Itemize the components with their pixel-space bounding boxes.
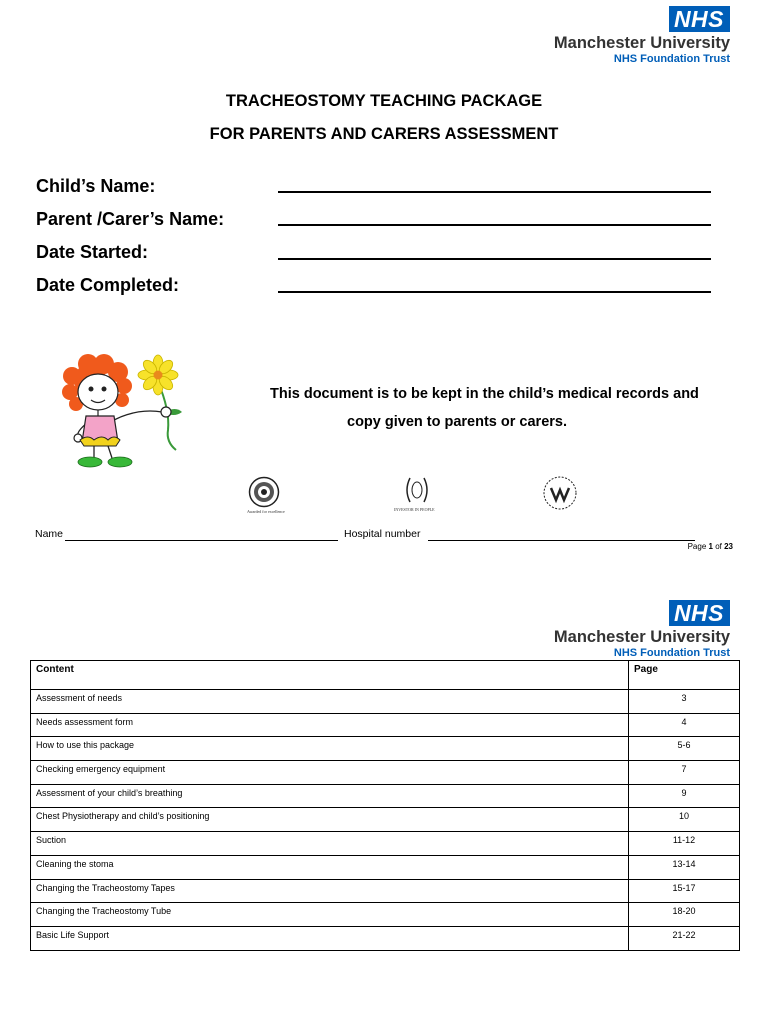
date-started-line[interactable] <box>278 258 711 260</box>
table-row[interactable] <box>31 784 740 808</box>
nhs-logo-box: NHS <box>669 6 730 32</box>
contents-table <box>30 660 740 951</box>
page-cell: 3 <box>629 690 740 714</box>
nhs-logo <box>540 6 730 66</box>
notice-line-2: copy given to parents or carers. <box>347 414 567 430</box>
contents-table-header-row <box>31 661 740 690</box>
page-cell: 7 <box>629 761 740 785</box>
date-completed-label: Date Completed: <box>36 275 180 295</box>
page-cell: 13-14 <box>629 855 740 879</box>
document-title-line-2: FOR PARENTS AND CARERS ASSESSMENT <box>209 125 559 143</box>
notice-line-1: This document is to be kept in the child’s medical records and <box>270 386 699 402</box>
table-row[interactable] <box>31 690 740 714</box>
page-cell: 11-12 <box>629 832 740 856</box>
table-row[interactable] <box>31 926 740 950</box>
contents-cell: Checking emergency equipment <box>31 761 629 785</box>
date-completed-line[interactable] <box>278 291 711 293</box>
contents-cell: Suction <box>31 832 629 856</box>
contents-cell: Changing the Tracheostomy Tapes <box>31 879 629 903</box>
page-cell: 4 <box>629 713 740 737</box>
contents-column-header: Content <box>31 661 629 690</box>
quality-badge-icon <box>541 474 579 512</box>
child-with-flower-illustration <box>58 350 198 475</box>
page-total: 23 <box>724 542 733 551</box>
table-row[interactable] <box>31 879 740 903</box>
table-row[interactable] <box>31 737 740 761</box>
parent-carer-name-label: Parent /Carer’s Name: <box>36 209 225 229</box>
table-row[interactable] <box>31 903 740 927</box>
award-seal-caption: Awarded for excellence <box>247 509 285 514</box>
table-row[interactable] <box>31 761 740 785</box>
contents-cell: Assessment of your child’s breathing <box>31 784 629 808</box>
page-cell: 21-22 <box>629 926 740 950</box>
contents-cell: How to use this package <box>31 737 629 761</box>
contents-cell: Assessment of needs <box>31 690 629 714</box>
nhs-logo-page-2 <box>540 600 730 660</box>
page-of: of <box>715 542 722 551</box>
award-seal-icon <box>248 476 280 508</box>
page-cell: 5-6 <box>629 737 740 761</box>
document-title-line-1: TRACHEOSTOMY TEACHING PACKAGE <box>225 92 543 110</box>
footer-name-label: Name <box>35 528 64 540</box>
date-started-label: Date Started: <box>36 242 149 262</box>
nhs-logo-org-page-2: Manchester University <box>553 628 730 646</box>
page-cell: 15-17 <box>629 879 740 903</box>
nhs-logo-trust-page-2: NHS Foundation Trust <box>613 647 730 659</box>
table-row[interactable] <box>31 713 740 737</box>
footer-hospital-number-label: Hospital number <box>344 528 421 540</box>
contents-cell: Cleaning the stoma <box>31 855 629 879</box>
page-prefix: Page <box>687 542 707 551</box>
contents-cell: Changing the Tracheostomy Tube <box>31 903 629 927</box>
nhs-logo-box-page-2: NHS <box>669 600 730 626</box>
page-cell: 9 <box>629 784 740 808</box>
child-name-label: Child’s Name: <box>36 176 156 196</box>
page-cell: 18-20 <box>629 903 740 927</box>
page-column-header: Page <box>629 661 740 690</box>
child-name-line[interactable] <box>278 191 711 193</box>
page-current: 1 <box>708 542 713 551</box>
contents-cell: Needs assessment form <box>31 713 629 737</box>
page-number <box>688 542 733 551</box>
investor-in-people-seal-icon <box>404 474 430 506</box>
table-row[interactable] <box>31 855 740 879</box>
contents-cell: Basic Life Support <box>31 926 629 950</box>
parent-carer-name-line[interactable] <box>278 224 711 226</box>
footer-name-line[interactable] <box>65 540 338 541</box>
table-row[interactable] <box>31 808 740 832</box>
table-row[interactable] <box>31 832 740 856</box>
investor-seal-caption: INVESTOR IN PEOPLE <box>394 507 435 512</box>
contents-cell: Chest Physiotherapy and child’s positioning <box>31 808 629 832</box>
nhs-logo-org: Manchester University <box>553 34 730 52</box>
page-cell: 10 <box>629 808 740 832</box>
nhs-logo-trust: NHS Foundation Trust <box>613 53 730 65</box>
footer-hospital-number-line[interactable] <box>428 540 695 541</box>
